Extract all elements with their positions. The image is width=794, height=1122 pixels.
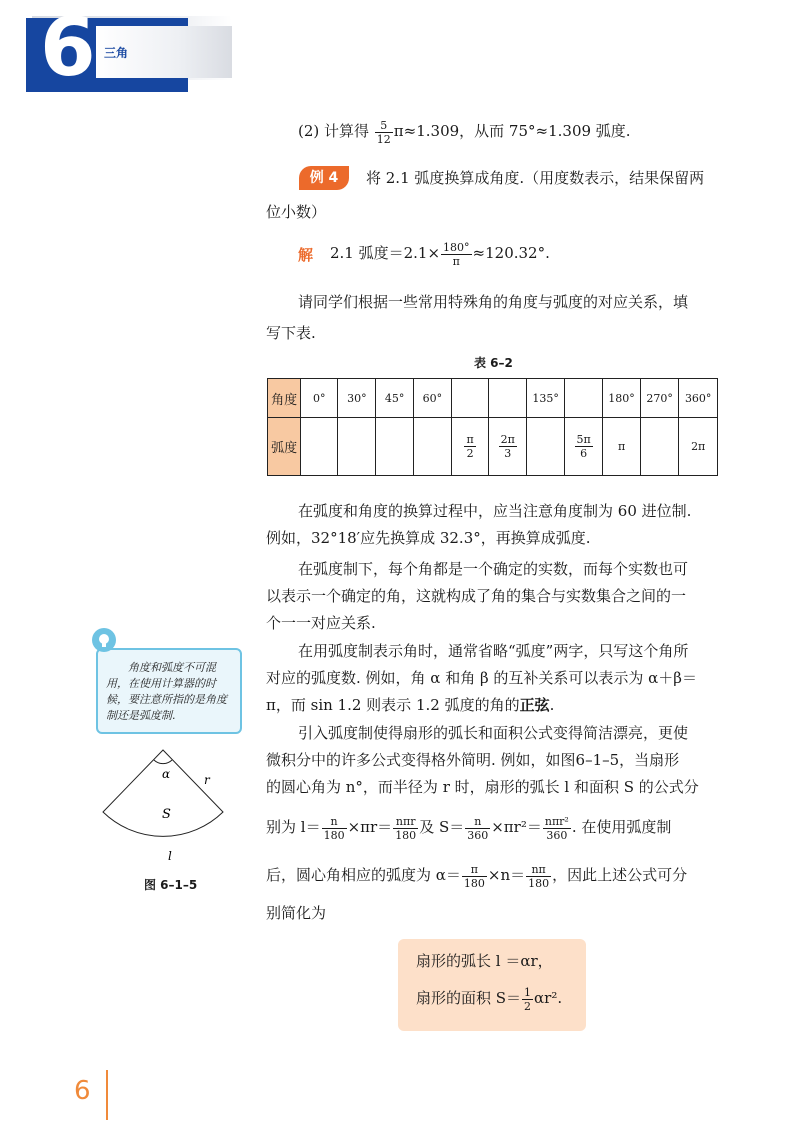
table-cell-radian: [564, 418, 602, 476]
table-cell-degree: 270°: [640, 379, 679, 418]
chapter-title: 三角: [104, 46, 129, 60]
frac-num: 1: [524, 985, 532, 999]
body-text: 对应的弧度数. 例如，角 α 和角 β 的互补关系可以表示为 α＋β＝: [266, 669, 697, 687]
ask-text-2: 写下表.: [266, 324, 316, 342]
table-header-degrees: 角度: [268, 379, 301, 418]
fraction: [522, 986, 533, 1013]
calc-line: [298, 118, 631, 146]
calc-text: π≈1.309，从而 75°≈1.309 弧度.: [393, 122, 631, 140]
table-cell-radian: [527, 418, 565, 476]
fraction: [441, 241, 472, 268]
body-text: 的圆心角为 n°，而半径为 r 时，扇形的弧长 l 和面积 S 的公式分: [266, 778, 699, 796]
body-text: 在弧度和角度的换算过程中，应当注意角度制为 60 进位制.: [298, 502, 692, 520]
table-row-radians: [268, 418, 718, 476]
frac-den: 180: [395, 828, 417, 842]
body-span: 后，圆心角相应的弧度为 α＝: [266, 866, 461, 884]
body-span: . 在使用弧度制: [571, 818, 672, 836]
page-number-rule: [106, 1070, 108, 1120]
formula-line-1: [266, 814, 671, 842]
frac-den: 360: [467, 828, 489, 842]
table-cell-radian: [413, 418, 451, 476]
chapter-number: 6: [40, 1, 96, 94]
formula-area: [416, 985, 562, 1013]
table-header-radians: 弧度: [268, 418, 301, 476]
frac-num: n: [465, 815, 490, 829]
frac-den: 3: [504, 447, 512, 460]
page-number: 6: [74, 1076, 91, 1106]
solution-text: 2.1 弧度＝2.1×: [330, 244, 441, 262]
frac-den: 180: [463, 876, 485, 890]
body-span: 及 S＝: [419, 818, 465, 836]
frac-num: 5: [375, 119, 393, 133]
fraction: [543, 815, 571, 842]
fraction: [375, 119, 393, 146]
body-span: π，而 sin 1.2 则表示 1.2 弧度的角的: [266, 696, 520, 714]
frac-den: π: [452, 254, 460, 268]
sector-figure: [96, 744, 246, 868]
fraction: [464, 433, 475, 460]
frac-num: 180°: [443, 240, 470, 254]
table-cell-radian: [452, 418, 489, 476]
label-r: r: [204, 773, 210, 787]
body-text: 例如，32°18′应先换算成 32.3°，再换算成弧度.: [266, 529, 591, 547]
label-alpha: α: [162, 767, 171, 781]
frac-den: 180: [528, 876, 550, 890]
label-S: S: [162, 807, 171, 822]
fraction: [393, 815, 418, 842]
table-cell-degree: 45°: [376, 379, 413, 418]
body-span: 别为 l＝: [266, 818, 321, 836]
table-cell-degree: 135°: [527, 379, 565, 418]
fraction: [575, 433, 593, 460]
body-text: 在用弧度制表示角时，通常省略“弧度”两字，只写这个角所: [298, 642, 689, 660]
example-label: 例 4: [299, 166, 349, 190]
table-cell-degree: 30°: [338, 379, 376, 418]
figure-caption: 图 6–1–5: [144, 878, 198, 892]
frac-den: 12: [376, 132, 391, 146]
conversion-table: [267, 378, 718, 476]
body-span: 扇形的面积 S＝: [416, 989, 522, 1007]
table-cell-radian: [338, 418, 376, 476]
body-text: 在弧度制下，每个角都是一个确定的实数，而每个实数也可: [298, 560, 689, 578]
body-text: 微积分中的许多公式变得格外简明. 例如，如图6–1–5，当扇形: [266, 751, 680, 769]
example-text-2: 位小数）: [266, 203, 327, 221]
fraction: [465, 815, 490, 842]
tip-text: 角度和弧度不可混用，在使用计算器的时候，要注意所指的是角度制还是弧度制.: [106, 661, 227, 722]
lightbulb-icon: [92, 628, 116, 652]
frac-num: π: [462, 863, 487, 877]
frac-den: 2: [524, 999, 532, 1013]
frac-num: n: [322, 815, 347, 829]
emphasis-text: 正弦: [519, 696, 550, 714]
table-row-degrees: [268, 379, 718, 418]
solution-label: 解: [298, 246, 314, 264]
formula-line-2: [266, 862, 687, 890]
body-span: ×πr＝: [347, 818, 393, 836]
body-text: 个一一对应关系.: [266, 614, 376, 632]
calc-text: (2) 计算得: [298, 122, 374, 140]
table-cell-degree: 180°: [603, 379, 641, 418]
frac-num: 2π: [500, 433, 515, 446]
label-l: l: [168, 849, 172, 863]
frac-num: nπr²: [544, 814, 569, 828]
body-span: αr².: [534, 989, 563, 1007]
body-text: 引入弧度制使得扇形的弧长和面积公式变得简洁漂亮，更使: [298, 724, 689, 742]
formula-arc: 扇形的弧长 l ＝αr，: [416, 952, 553, 970]
table-cell-radian: 2π: [679, 418, 718, 476]
body-span: .: [549, 696, 555, 714]
frac-num: nπ: [526, 863, 551, 877]
body-span: ，因此上述公式可分: [552, 866, 688, 884]
table-cell-degree: 360°: [679, 379, 718, 418]
frac-num: nπr: [393, 815, 418, 829]
frac-den: 180: [323, 828, 345, 842]
table-cell-degree: 60°: [413, 379, 451, 418]
frac-den: 360: [546, 828, 568, 842]
table-cell-radian: [489, 418, 527, 476]
fraction: [322, 815, 347, 842]
table-cell-degree: [452, 379, 489, 418]
angle-arc: [154, 760, 172, 764]
table-cell-degree: [564, 379, 602, 418]
frac-den: 6: [580, 447, 588, 460]
solution-text: ≈120.32°.: [472, 244, 550, 262]
ask-text-1: 请同学们根据一些常用特殊角的角度与弧度的对应关系，填: [298, 293, 689, 311]
table-cell-degree: [489, 379, 527, 418]
body-text: 以表示一个确定的角，这就构成了角的集合与实数集合之间的一: [266, 587, 687, 605]
frac-num: 5π: [576, 433, 591, 446]
example-text-1: 将 2.1 弧度换算成角度.（用度数表示，结果保留两: [366, 169, 705, 187]
table-cell-radian: π: [603, 418, 641, 476]
frac-num: π: [466, 433, 474, 446]
table-cell-radian: [640, 418, 679, 476]
table-caption: 表 6–2: [474, 356, 513, 370]
frac-den: 2: [466, 447, 474, 460]
sector-shape: [103, 750, 223, 836]
body-span: ×n＝: [487, 866, 526, 884]
table-cell-radian: [376, 418, 413, 476]
fraction: [499, 433, 517, 460]
table-cell-radian: [301, 418, 338, 476]
fraction: [462, 863, 487, 890]
body-text: 别简化为: [266, 904, 327, 922]
table-cell-degree: 0°: [301, 379, 338, 418]
body-span: ×πr²＝: [491, 818, 542, 836]
solution-line: [330, 240, 550, 268]
body-text: [266, 692, 554, 719]
fraction: [526, 863, 551, 890]
